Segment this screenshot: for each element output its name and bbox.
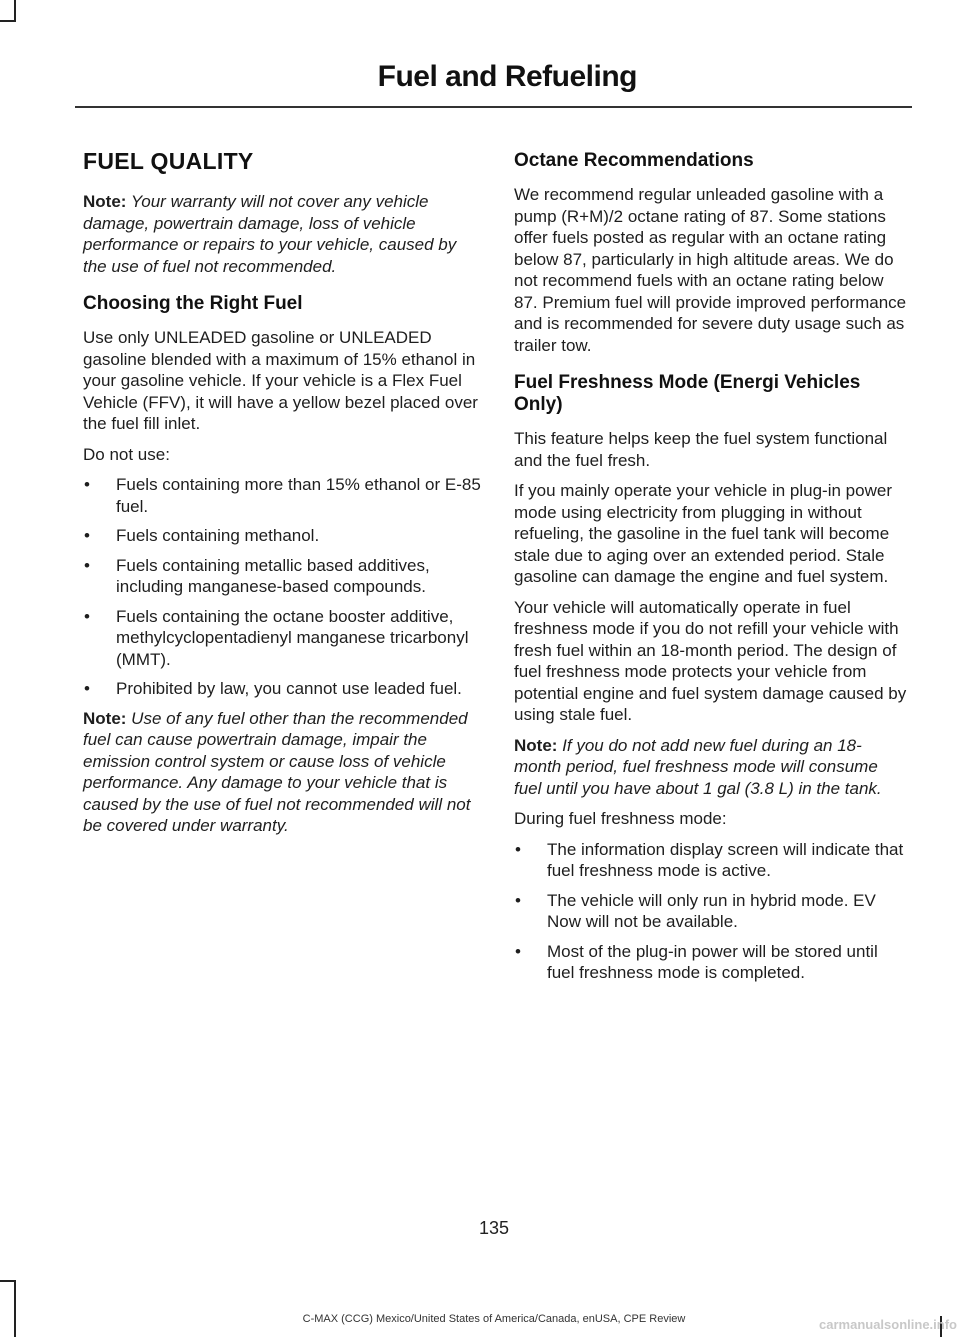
note-warranty: [83, 191, 481, 277]
section-heading-fuel-quality: FUEL QUALITY: [83, 148, 254, 174]
list-item-text: Fuels containing the octane booster additive, methylcyclopentadienyl manganese tricarbonyl (MMT).: [116, 606, 469, 669]
list-item: [514, 941, 908, 984]
paragraph-use-unleaded: Use only UNLEADED gasoline or UNLEADED gasoline blended with a maximum of 15% ethanol in your gasoline vehicle. If your vehicle is a Flex Fuel Vehicle (FFV), it will have a yellow bezel placed over the fuel fill inlet.: [83, 328, 478, 433]
page-title: Fuel and Refueling: [377, 60, 637, 93]
note-other-fuel: [83, 708, 481, 837]
note-label: Note:: [83, 708, 127, 728]
crop-mark-top-left-h: [0, 20, 16, 22]
note-text: Use of any fuel other than the recommended fuel can cause powertrain damage, impair the emission control system or cause loss of vehicle performance. Any damage to your vehicle that is caused by the use of fuel not recommended will not be covered under warranty.: [83, 708, 471, 835]
list-item: [83, 678, 481, 700]
watermark: carmanualsonline.info: [819, 1317, 957, 1332]
crop-mark-bottom-left-v: [14, 1280, 16, 1337]
bullet-glyph: •: [515, 890, 521, 910]
list-item: [83, 474, 481, 517]
do-not-use-list: [83, 474, 481, 700]
paragraph-plug-in: If you mainly operate your vehicle in plug-in power mode using electricity from plugging in without refueling, the gasoline in the fuel tank will become stale due to aging over an extended period. Stale gasoline can damage the engine and fuel system.: [514, 481, 892, 586]
bullet-glyph: •: [515, 839, 521, 859]
paragraph-feature: This feature helps keep the fuel system functional and the fuel fresh.: [514, 429, 888, 470]
bullet-glyph: •: [84, 526, 90, 545]
bullet-glyph: •: [84, 555, 90, 575]
left-column: [83, 146, 481, 846]
list-item-text: The vehicle will only run in hybrid mode. EV Now will not be available.: [547, 890, 876, 931]
paragraph-octane: We recommend regular unleaded gasoline with a pump (R+M)/2 octane rating of 87. Some stations offer fuels posted as regular with an octane rating below 87, particularly in high altitude areas. We do not recommend fuels with an octane rating below 87. Premium fuel will provide improved performance and is recommended for severe duty usage such as trailer tow.: [514, 185, 907, 355]
right-column: [514, 146, 908, 992]
subheading-octane: Octane Recommendations: [514, 150, 754, 171]
list-item: [83, 555, 481, 598]
bullet-glyph: •: [84, 679, 90, 698]
fuel-freshness-list: [514, 839, 908, 984]
list-item-text: Fuels containing methanol.: [116, 526, 320, 545]
bullet-glyph: •: [515, 941, 521, 961]
bullet-glyph: •: [84, 606, 90, 626]
page-number: 135: [478, 1218, 510, 1238]
subheading-choosing-fuel: Choosing the Right Fuel: [83, 293, 303, 314]
list-item-text: Fuels containing metallic based additives, including manganese-based compounds.: [116, 555, 430, 596]
paragraph-during-mode: During fuel freshness mode:: [514, 809, 727, 828]
list-item-text: The information display screen will indicate that fuel freshness mode is active.: [547, 839, 904, 880]
footer-text: C-MAX (CCG) Mexico/United States of America/Canada, enUSA, CPE Review: [302, 1313, 686, 1325]
note-label: Note:: [83, 192, 127, 211]
crop-mark-top-left-v: [14, 0, 16, 22]
note-label: Note:: [514, 735, 558, 755]
subheading-fuel-freshness: Fuel Freshness Mode (Energi Vehicles Only): [514, 372, 861, 415]
note-fuel-freshness: [514, 735, 908, 800]
paragraph-automatic: Your vehicle will automatically operate in fuel freshness mode if you do not refill your vehicle with fresh fuel within an 18-month period. The design of fuel freshness mode protects your vehicle from potential engine and fuel system damage caused by using stale fuel.: [514, 597, 907, 724]
list-item: [514, 890, 908, 933]
list-item-text: Prohibited by law, you cannot use leaded fuel.: [116, 679, 462, 698]
crop-mark-bottom-left-h: [0, 1280, 16, 1282]
list-item: [514, 839, 908, 882]
header-divider: [75, 106, 912, 108]
paragraph-do-not-use: Do not use:: [83, 444, 170, 464]
list-item-text: Most of the plug-in power will be stored until fuel freshness mode is completed.: [547, 941, 878, 982]
list-item-text: Fuels containing more than 15% ethanol or E-85 fuel.: [116, 475, 481, 516]
note-text: Your warranty will not cover any vehicle damage, powertrain damage, loss of vehicle performance or repairs to your vehicle, caused by the use of fuel not recommended.: [83, 192, 457, 276]
list-item: [83, 525, 481, 547]
note-text: If you do not add new fuel during an 18-month period, fuel freshness mode will consume fuel until you have about 1 gal (3.8 L) in the tank.: [514, 735, 882, 798]
list-item: [83, 606, 481, 671]
bullet-glyph: •: [84, 475, 90, 494]
